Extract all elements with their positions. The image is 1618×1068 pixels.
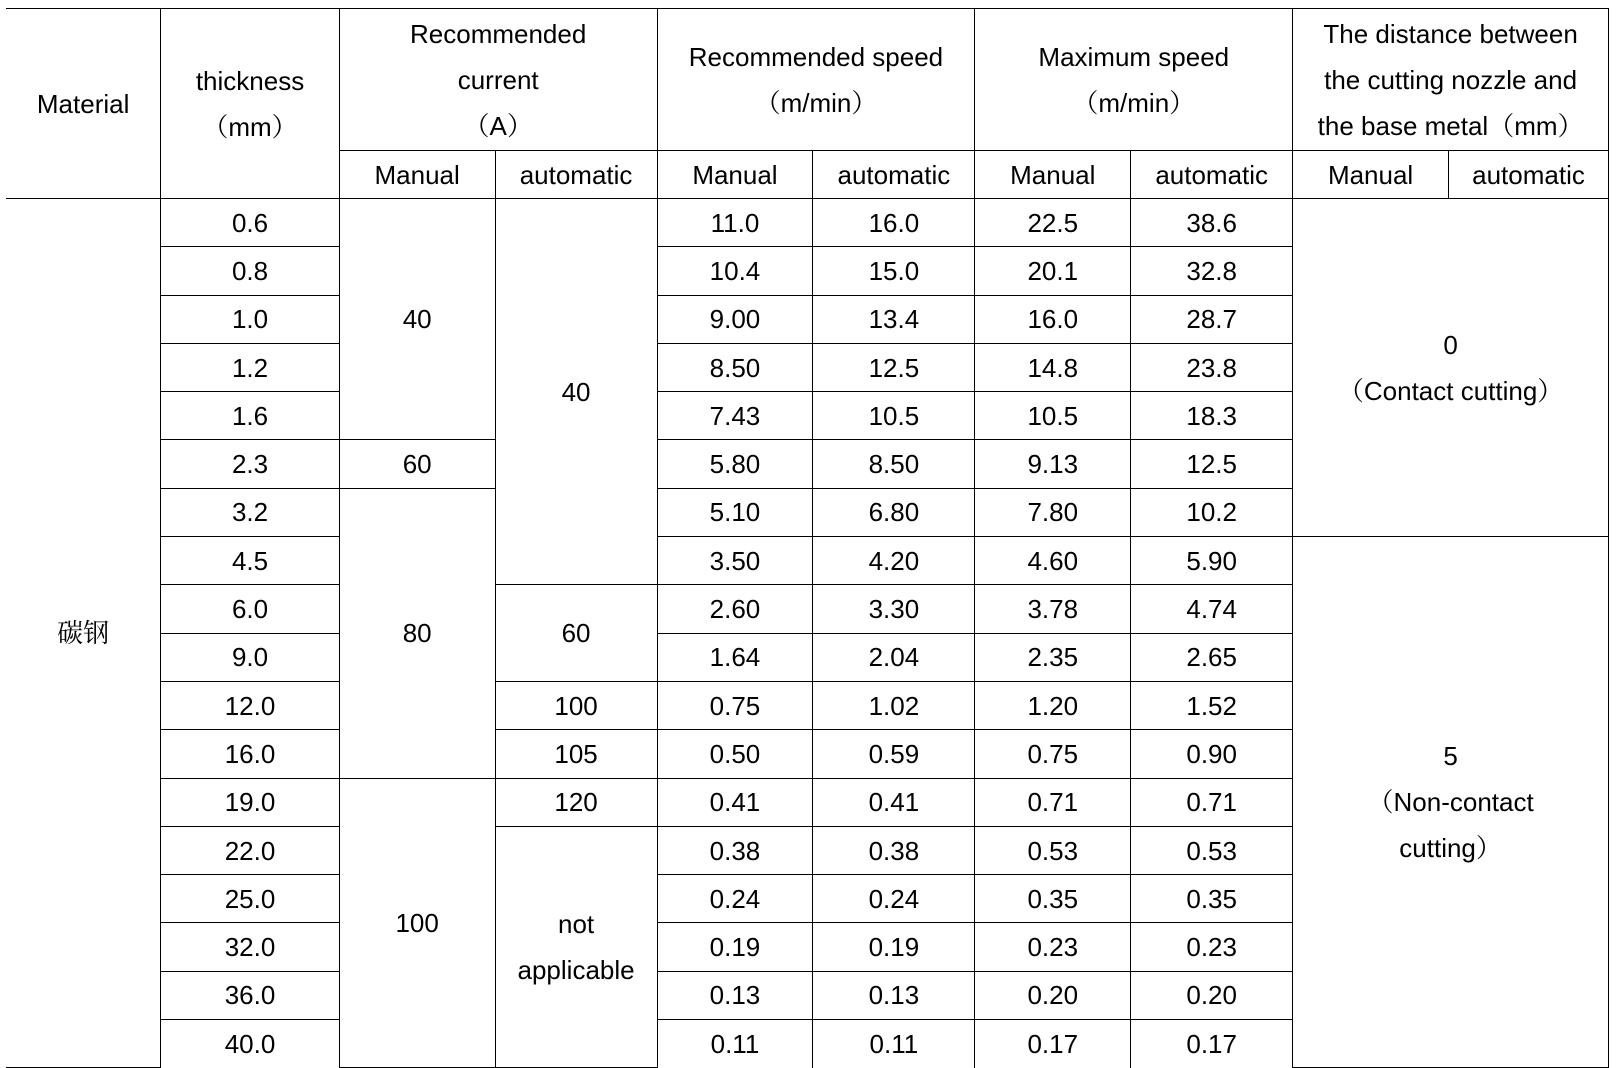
max-speed-automatic-cell: 1.52 — [1131, 681, 1293, 729]
rec-speed-manual-cell: 5.10 — [657, 488, 813, 536]
max-speed-automatic-cell: 0.35 — [1131, 875, 1293, 923]
rec-speed-manual-cell: 9.00 — [657, 295, 813, 343]
rec-speed-automatic-cell: 0.11 — [813, 1020, 975, 1068]
thickness-cell: 6.0 — [161, 585, 340, 633]
subheader-recspeed-manual: Manual — [657, 151, 813, 199]
current-automatic-cell: 100 — [495, 681, 657, 729]
max-speed-automatic-cell: 0.20 — [1131, 971, 1293, 1019]
thickness-cell: 9.0 — [161, 633, 340, 681]
rec-speed-automatic-cell: 10.5 — [813, 392, 975, 440]
max-speed-automatic-cell: 0.53 — [1131, 826, 1293, 874]
max-speed-manual-cell: 0.71 — [975, 778, 1131, 826]
max-speed-automatic-cell: 18.3 — [1131, 392, 1293, 440]
rec-speed-automatic-cell: 6.80 — [813, 488, 975, 536]
subheader-distance-manual: Manual — [1293, 151, 1449, 199]
thickness-cell: 4.5 — [161, 537, 340, 585]
thickness-cell: 0.8 — [161, 247, 340, 295]
max-speed-automatic-cell: 32.8 — [1131, 247, 1293, 295]
max-speed-manual-cell: 3.78 — [975, 585, 1131, 633]
thickness-cell: 1.6 — [161, 392, 340, 440]
header-recommended-speed: Recommended speed （m/min） — [657, 9, 975, 151]
rec-speed-manual-cell: 0.24 — [657, 875, 813, 923]
thickness-cell: 0.6 — [161, 199, 340, 247]
max-speed-manual-cell: 22.5 — [975, 199, 1131, 247]
max-speed-manual-cell: 0.17 — [975, 1020, 1131, 1068]
rec-speed-automatic-cell: 0.59 — [813, 730, 975, 778]
max-speed-automatic-cell: 0.71 — [1131, 778, 1293, 826]
current-manual-cell: 100 — [339, 778, 495, 1068]
rec-speed-manual-cell: 10.4 — [657, 247, 813, 295]
header-thickness: thickness （mm） — [161, 9, 340, 199]
rec-speed-automatic-cell: 13.4 — [813, 295, 975, 343]
rec-speed-manual-cell: 0.19 — [657, 923, 813, 971]
rec-speed-automatic-cell: 0.19 — [813, 923, 975, 971]
thickness-cell: 12.0 — [161, 681, 340, 729]
max-speed-automatic-cell: 4.74 — [1131, 585, 1293, 633]
max-speed-automatic-cell: 0.17 — [1131, 1020, 1293, 1068]
current-automatic-cell: 105 — [495, 730, 657, 778]
max-speed-automatic-cell: 0.23 — [1131, 923, 1293, 971]
max-speed-automatic-cell: 0.90 — [1131, 730, 1293, 778]
rec-speed-automatic-cell: 3.30 — [813, 585, 975, 633]
max-speed-manual-cell: 2.35 — [975, 633, 1131, 681]
max-speed-manual-cell: 1.20 — [975, 681, 1131, 729]
distance-noncontact-cell: 5 （Non-contact cutting） — [1293, 537, 1609, 1068]
rec-speed-manual-cell: 0.75 — [657, 681, 813, 729]
rec-speed-automatic-cell: 0.38 — [813, 826, 975, 874]
thickness-cell: 1.2 — [161, 343, 340, 391]
max-speed-automatic-cell: 12.5 — [1131, 440, 1293, 488]
current-automatic-cell: 40 — [495, 199, 657, 585]
max-speed-manual-cell: 9.13 — [975, 440, 1131, 488]
subheader-current-manual: Manual — [339, 151, 495, 199]
thickness-cell: 19.0 — [161, 778, 340, 826]
subheader-distance-automatic: automatic — [1448, 151, 1608, 199]
max-speed-manual-cell: 0.53 — [975, 826, 1131, 874]
current-manual-cell: 80 — [339, 488, 495, 778]
cutting-parameters-table — [6, 8, 1609, 1068]
thickness-cell: 2.3 — [161, 440, 340, 488]
rec-speed-automatic-cell: 0.24 — [813, 875, 975, 923]
rec-speed-manual-cell: 7.43 — [657, 392, 813, 440]
table-row — [6, 537, 1609, 585]
max-speed-manual-cell: 0.23 — [975, 923, 1131, 971]
rec-speed-automatic-cell: 12.5 — [813, 343, 975, 391]
current-automatic-cell: not applicable — [495, 826, 657, 1067]
header-recommended-current: Recommended current （A） — [339, 9, 657, 151]
rec-speed-manual-cell: 0.38 — [657, 826, 813, 874]
subheader-recspeed-automatic: automatic — [813, 151, 975, 199]
subheader-maxspeed-manual: Manual — [975, 151, 1131, 199]
header-maximum-speed: Maximum speed （m/min） — [975, 9, 1293, 151]
distance-contact-cell: 0 （Contact cutting） — [1293, 199, 1609, 537]
current-manual-cell: 60 — [339, 440, 495, 488]
thickness-cell: 36.0 — [161, 971, 340, 1019]
rec-speed-manual-cell: 1.64 — [657, 633, 813, 681]
current-automatic-cell: 120 — [495, 778, 657, 826]
thickness-cell: 1.0 — [161, 295, 340, 343]
rec-speed-automatic-cell: 15.0 — [813, 247, 975, 295]
max-speed-manual-cell: 20.1 — [975, 247, 1131, 295]
max-speed-manual-cell: 0.75 — [975, 730, 1131, 778]
rec-speed-manual-cell: 8.50 — [657, 343, 813, 391]
max-speed-automatic-cell: 28.7 — [1131, 295, 1293, 343]
max-speed-manual-cell: 0.20 — [975, 971, 1131, 1019]
table-row — [6, 199, 1609, 247]
max-speed-manual-cell: 10.5 — [975, 392, 1131, 440]
subheader-maxspeed-automatic: automatic — [1131, 151, 1293, 199]
rec-speed-manual-cell: 5.80 — [657, 440, 813, 488]
rec-speed-automatic-cell: 16.0 — [813, 199, 975, 247]
thickness-cell: 3.2 — [161, 488, 340, 536]
rec-speed-manual-cell: 11.0 — [657, 199, 813, 247]
thickness-cell: 22.0 — [161, 826, 340, 874]
current-automatic-cell: 60 — [495, 585, 657, 682]
subheader-current-automatic: automatic — [495, 151, 657, 199]
current-manual-cell: 40 — [339, 199, 495, 440]
rec-speed-automatic-cell: 0.13 — [813, 971, 975, 1019]
rec-speed-manual-cell: 0.50 — [657, 730, 813, 778]
header-material: Material — [6, 9, 161, 199]
material-cell: 碳钢 — [6, 199, 161, 1068]
rec-speed-automatic-cell: 4.20 — [813, 537, 975, 585]
thickness-cell: 16.0 — [161, 730, 340, 778]
header-nozzle-distance: The distance between the cutting nozzle and the base metal（mm） — [1293, 9, 1609, 151]
max-speed-automatic-cell: 10.2 — [1131, 488, 1293, 536]
max-speed-manual-cell: 16.0 — [975, 295, 1131, 343]
rec-speed-manual-cell: 0.13 — [657, 971, 813, 1019]
rec-speed-manual-cell: 0.11 — [657, 1020, 813, 1068]
rec-speed-automatic-cell: 8.50 — [813, 440, 975, 488]
max-speed-automatic-cell: 38.6 — [1131, 199, 1293, 247]
max-speed-manual-cell: 7.80 — [975, 488, 1131, 536]
rec-speed-manual-cell: 3.50 — [657, 537, 813, 585]
thickness-cell: 25.0 — [161, 875, 340, 923]
max-speed-manual-cell: 0.35 — [975, 875, 1131, 923]
max-speed-automatic-cell: 5.90 — [1131, 537, 1293, 585]
thickness-cell: 40.0 — [161, 1020, 340, 1068]
max-speed-automatic-cell: 23.8 — [1131, 343, 1293, 391]
rec-speed-automatic-cell: 0.41 — [813, 778, 975, 826]
max-speed-manual-cell: 4.60 — [975, 537, 1131, 585]
max-speed-automatic-cell: 2.65 — [1131, 633, 1293, 681]
rec-speed-manual-cell: 0.41 — [657, 778, 813, 826]
thickness-cell: 32.0 — [161, 923, 340, 971]
rec-speed-automatic-cell: 2.04 — [813, 633, 975, 681]
max-speed-manual-cell: 14.8 — [975, 343, 1131, 391]
rec-speed-automatic-cell: 1.02 — [813, 681, 975, 729]
rec-speed-manual-cell: 2.60 — [657, 585, 813, 633]
